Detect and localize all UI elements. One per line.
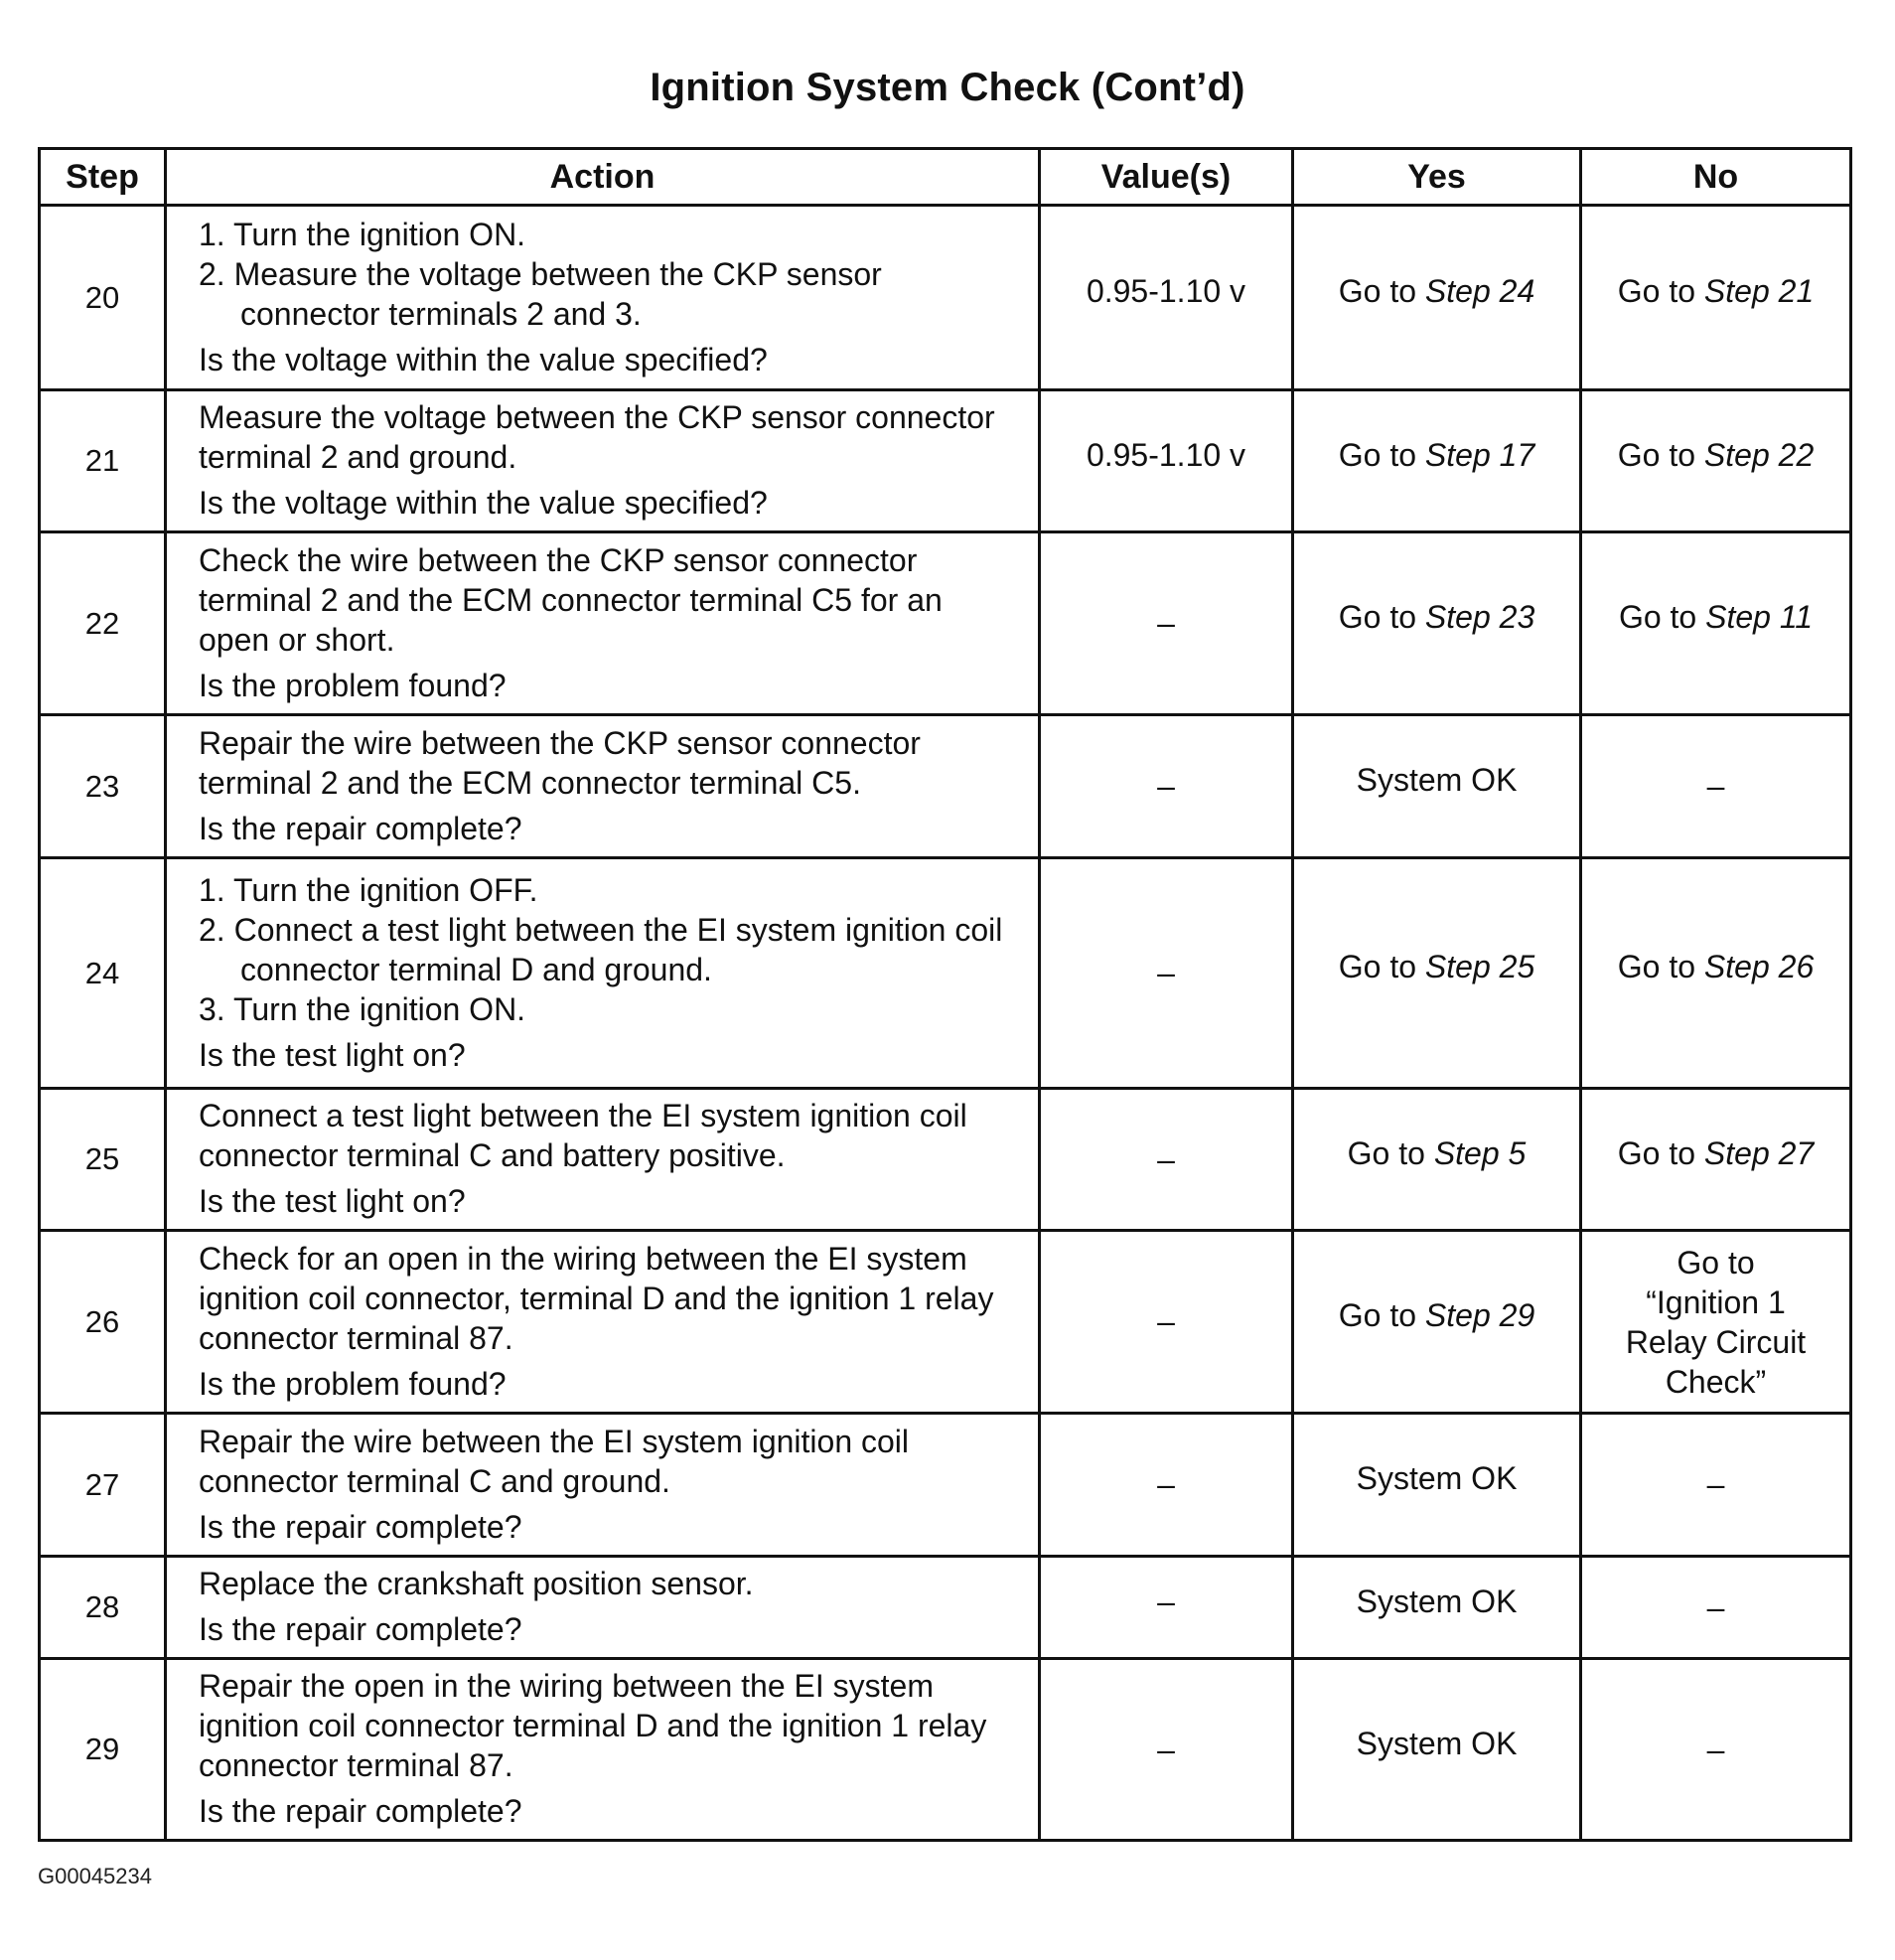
action-line: Check for an open in the wiring between the EI system ignition coil connector, terminal D and the ignition 1 relay connector terminal 87. — [199, 1240, 994, 1356]
action-cell — [166, 206, 1040, 390]
table-row — [40, 390, 1851, 532]
header-yes: Yes — [1293, 149, 1581, 206]
no-cell — [1581, 1414, 1851, 1557]
dash-text: – — [1706, 1731, 1725, 1767]
goto-link[interactable] — [1618, 437, 1814, 474]
header-action: Action — [166, 149, 1040, 206]
value-cell — [1040, 206, 1293, 390]
action-cell — [166, 715, 1040, 858]
value-cell — [1040, 715, 1293, 858]
result-text: System OK — [1356, 1583, 1518, 1619]
goto-link[interactable] — [1348, 1135, 1527, 1172]
goto-step: Step 25 — [1424, 949, 1535, 984]
yes-cell — [1293, 858, 1581, 1089]
action-line: 2. Connect a test light between the EI system ignition coil connector terminal D and ground. — [199, 911, 1003, 987]
action-question: Is the problem found? — [199, 1365, 507, 1402]
value-cell — [1040, 390, 1293, 532]
value-cell — [1040, 1557, 1293, 1659]
action-line: 3. Turn the ignition ON. — [199, 990, 526, 1027]
yes-cell — [1293, 390, 1581, 532]
value-text: 0.95-1.10 v — [1086, 436, 1246, 473]
yes-cell — [1293, 206, 1581, 390]
goto-prefix: Go to — [1338, 949, 1425, 984]
action-cell — [166, 390, 1040, 532]
dash-text: – — [1706, 1588, 1725, 1625]
yes-cell — [1293, 532, 1581, 715]
page-title: Ignition System Check (Cont’d) — [650, 66, 1245, 109]
action-line: Repair the wire between the EI system ignition coil connector terminal C and ground. — [199, 1423, 910, 1499]
yes-cell — [1293, 1414, 1581, 1557]
goto-prefix: Go to — [1338, 436, 1425, 473]
action-line: Repair the wire between the CKP sensor connector terminal 2 and the ECM connector terminal C5. — [199, 724, 921, 801]
table-row — [40, 1659, 1851, 1841]
step-number: 21 — [40, 390, 166, 532]
goto-link[interactable] — [1618, 1135, 1814, 1172]
action-question: Is the repair complete? — [199, 1793, 522, 1829]
value-text: – — [1157, 955, 1175, 990]
value-cell — [1040, 858, 1293, 1089]
action-cell — [166, 1557, 1040, 1659]
value-text: – — [1157, 768, 1175, 804]
no-cell — [1581, 1089, 1851, 1231]
result-text: System OK — [1356, 1725, 1518, 1761]
goto-step: Step 24 — [1424, 273, 1535, 309]
yes-cell — [1293, 715, 1581, 858]
step-number: 24 — [40, 858, 166, 1089]
goto-step: Step 27 — [1703, 1134, 1815, 1171]
no-cell — [1581, 1659, 1851, 1841]
goto-step: Step 26 — [1703, 949, 1815, 984]
goto-prefix: Go to — [1617, 949, 1704, 984]
action-cell — [166, 1414, 1040, 1557]
goto-link[interactable] — [1339, 437, 1534, 474]
goto-prefix: Go to — [1617, 1134, 1704, 1171]
value-cell — [1040, 1414, 1293, 1557]
action-line: 1. Turn the ignition OFF. — [199, 871, 538, 908]
step-number: 23 — [40, 715, 166, 858]
step-number: 22 — [40, 532, 166, 715]
goto-link[interactable] — [1618, 949, 1814, 985]
table-row — [40, 1557, 1851, 1659]
yes-cell — [1293, 1231, 1581, 1414]
goto-prefix: Go to — [1617, 273, 1704, 309]
action-line: Connect a test light between the EI system ignition coil connector terminal C and battery positive. — [199, 1098, 967, 1173]
action-line: Repair the open in the wiring between the EI system ignition coil connector terminal D and the ignition 1 relay connector terminal 87. — [199, 1668, 987, 1783]
value-cell — [1040, 532, 1293, 715]
goto-step: Step 29 — [1424, 1297, 1535, 1333]
value-text: – — [1157, 1140, 1175, 1177]
value-text: – — [1157, 1731, 1175, 1767]
step-number: 29 — [40, 1659, 166, 1841]
dash-text: – — [1706, 1466, 1725, 1502]
action-question: Is the repair complete? — [199, 1508, 522, 1545]
no-cell — [1581, 1557, 1851, 1659]
no-cell — [1581, 1231, 1851, 1414]
yes-cell — [1293, 1557, 1581, 1659]
goto-step: Step 21 — [1703, 273, 1815, 309]
action-question: Is the repair complete? — [199, 1611, 522, 1647]
no-cell — [1581, 206, 1851, 390]
no-cell — [1581, 715, 1851, 858]
header-no: No — [1581, 149, 1851, 206]
value-cell — [1040, 1659, 1293, 1841]
action-line: 1. Turn the ignition ON. — [199, 216, 526, 252]
action-cell — [166, 858, 1040, 1089]
value-cell — [1040, 1231, 1293, 1414]
step-number: 28 — [40, 1557, 166, 1659]
action-question: Is the test light on? — [199, 1036, 466, 1073]
yes-cell — [1293, 1659, 1581, 1841]
header-values: Value(s) — [1040, 149, 1293, 206]
table-row — [40, 1414, 1851, 1557]
action-line: Replace the crankshaft position sensor. — [199, 1566, 754, 1601]
action-cell — [166, 1089, 1040, 1231]
diagnostic-table — [38, 147, 1852, 1842]
goto-link[interactable] — [1339, 273, 1534, 310]
header-step: Step — [40, 149, 166, 206]
result-text: System OK — [1356, 1460, 1518, 1496]
no-cell — [1581, 390, 1851, 532]
goto-link[interactable] — [1339, 1297, 1534, 1334]
action-question: Is the voltage within the value specified? — [199, 341, 768, 377]
value-text: 0.95-1.10 v — [1086, 273, 1246, 309]
goto-link[interactable] — [1339, 599, 1534, 636]
step-number: 20 — [40, 206, 166, 390]
action-line: Measure the voltage between the CKP sensor connector terminal 2 and ground. — [199, 399, 995, 475]
goto-link[interactable] — [1618, 273, 1814, 310]
action-question: Is the test light on? — [199, 1183, 466, 1219]
goto-link[interactable] — [1339, 949, 1534, 985]
goto-link[interactable]: Go to “Ignition 1 Relay Circuit Check” — [1625, 1244, 1807, 1400]
action-question: Is the voltage within the value specified? — [199, 485, 768, 521]
no-cell — [1581, 532, 1851, 715]
goto-step: Step 5 — [1433, 1134, 1527, 1171]
step-number: 25 — [40, 1089, 166, 1231]
action-cell — [166, 532, 1040, 715]
goto-prefix: Go to — [1347, 1134, 1434, 1171]
goto-step: Step 11 — [1705, 599, 1814, 635]
table-header-row — [40, 149, 1851, 206]
result-text: System OK — [1356, 762, 1518, 798]
goto-prefix: Go to — [1618, 599, 1706, 635]
yes-cell — [1293, 1089, 1581, 1231]
table-row — [40, 858, 1851, 1089]
table-row — [40, 532, 1851, 715]
value-text: – — [1157, 605, 1175, 641]
value-text: – — [1157, 1466, 1175, 1502]
action-cell — [166, 1659, 1040, 1841]
dash-text: – — [1706, 768, 1725, 804]
table-row — [40, 206, 1851, 390]
goto-prefix: Go to — [1617, 436, 1704, 473]
figure-id: G00045234 — [38, 1864, 152, 1888]
goto-step: Step 17 — [1424, 436, 1535, 473]
step-number: 27 — [40, 1414, 166, 1557]
goto-step: Step 23 — [1424, 599, 1535, 635]
step-number: 26 — [40, 1231, 166, 1414]
value-text: – — [1157, 1303, 1175, 1339]
goto-link[interactable] — [1619, 599, 1813, 636]
table-row — [40, 1089, 1851, 1231]
goto-step: Step 22 — [1703, 436, 1815, 473]
action-line: Check the wire between the CKP sensor connector terminal 2 and the ECM connector terminal C5 for an open or short. — [199, 541, 943, 658]
no-cell — [1581, 858, 1851, 1089]
action-question: Is the repair complete? — [199, 810, 522, 846]
value-cell — [1040, 1089, 1293, 1231]
table-row — [40, 715, 1851, 858]
action-line: 2. Measure the voltage between the CKP sensor connector terminals 2 and 3. — [199, 255, 882, 332]
goto-prefix: Go to — [1338, 599, 1425, 635]
goto-prefix: Go to — [1338, 1297, 1425, 1333]
value-text: – — [1157, 1583, 1175, 1619]
action-question: Is the problem found? — [199, 667, 507, 703]
goto-prefix: Go to — [1338, 273, 1425, 309]
table-row — [40, 1231, 1851, 1414]
action-cell — [166, 1231, 1040, 1414]
